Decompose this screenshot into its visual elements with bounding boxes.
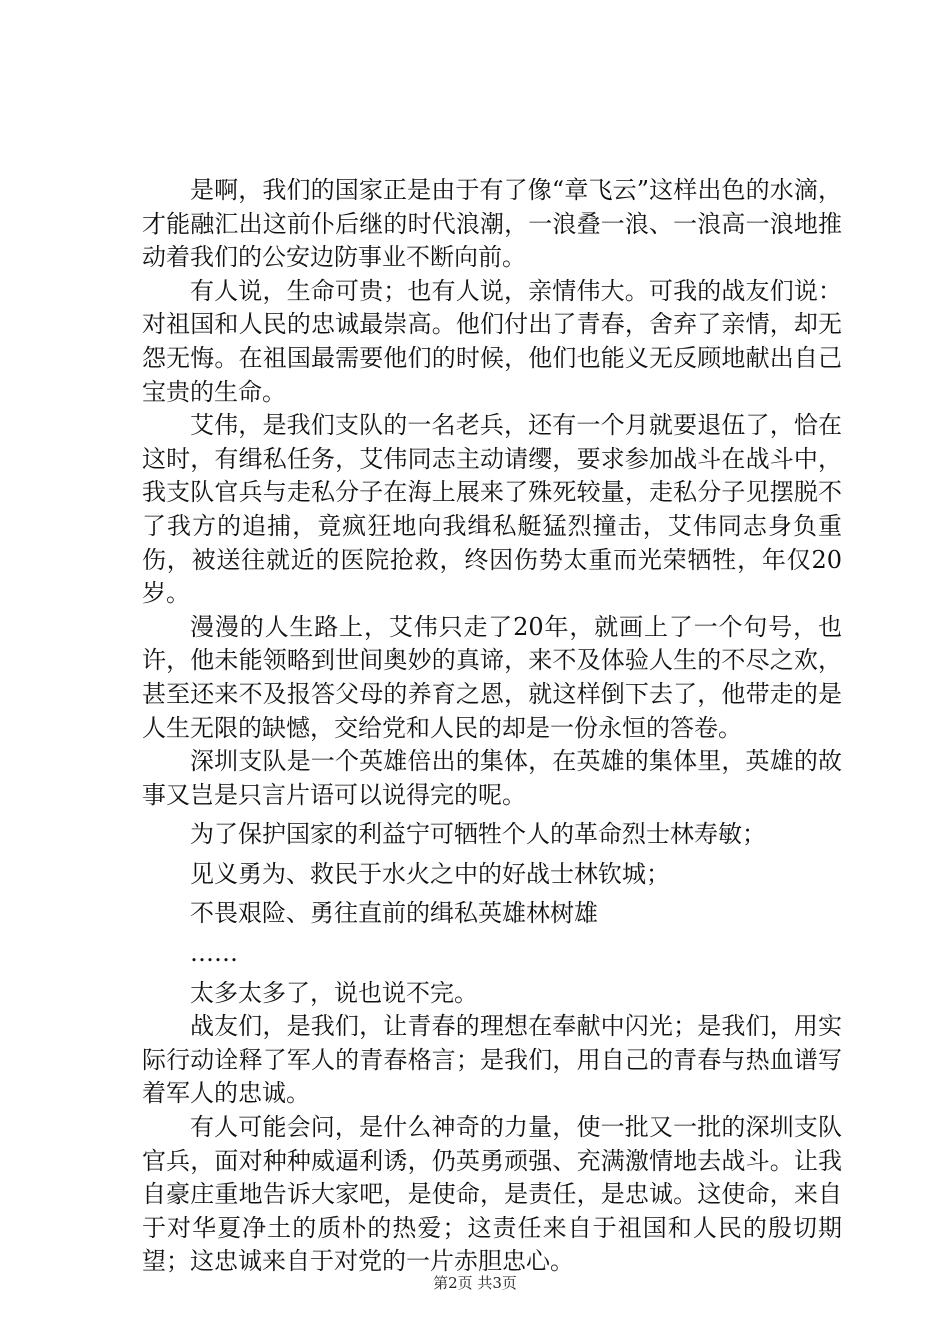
paragraph-11: 战友们，是我们，让青春的理想在奉献中闪光；是我们，用实际行动诠释了军人的青春格言；是我们，用自己的青春与热血谱写着军人的忠诚。 (142, 1012, 842, 1108)
paragraph-7: 见义勇为、救民于水火之中的好战士林钦城； (190, 859, 670, 888)
paragraph-3: 艾伟，是我们支队的一名老兵，还有一个月就要退伍了，恰在这时，有缉私任务，艾伟同志主动请缨，要求参加战斗在战斗中，我支队官兵与走私分子在海上展来了殊死较量，走私分子见摆脱不了我方的追捕，竟疯狂地向我缉私艇猛烈撞击，艾伟同志身负重伤，被送往就近的医院抢救，终因伤势太重而光荣牺牲，年仅20岁。 (142, 411, 842, 608)
document-body (142, 174, 842, 1279)
page-number-footer: 第2页 共3页 (433, 1274, 517, 1292)
paragraph-12: 有人可能会问，是什么神奇的力量，使一批又一批的深圳支队官兵，面对种种威逼利诱，仍英勇顽强、充满激情地去战斗。让我自豪庄重地告诉大家吧，是使命，是责任，是忠诚。这使命，来自于对华夏净土的质朴的热爱；这责任来自于祖国和人民的殷切期望；这忠诚来自于对党的一片赤胆忠心。 (142, 1113, 842, 1276)
paragraph-2: 有人说，生命可贵；也有人说，亲情伟大。可我的战友们说：对祖国和人民的忠诚最崇高。他们付出了青春，舍弃了亲情，却无怨无悔。在祖国最需要他们的时候，他们也能义无反顾地献出自己宝贵的生命。 (142, 276, 842, 406)
paragraph-4: 漫漫的人生路上，艾伟只走了20年，就画上了一个句号，也许，他未能领略到世间奥妙的真谛，来不及体验人生的不尽之欢，甚至还来不及报答父母的养育之恩，就这样倒下去了，他带走的是人生无限的缺憾，交给党和人民的却是一份永恒的答卷。 (142, 612, 842, 742)
paragraph-6: 为了保护国家的利益宁可牺牲个人的革命烈士林寿敏； (190, 820, 766, 849)
paragraph-10: 太多太多了，说也说不完。 (190, 978, 478, 1007)
paragraph-5: 深圳支队是一个英雄倍出的集体，在英雄的集体里，英雄的故事又岂是只言片语可以说得完的呢。 (142, 747, 842, 809)
paragraph-1: 是啊，我们的国家正是由于有了像“章飞云”这样出色的水滴，才能融汇出这前仆后继的时代浪潮，一浪叠一浪、一浪高一浪地推动着我们的公安边防事业不断向前。 (142, 176, 842, 272)
paragraph-8: 不畏艰险、勇往直前的缉私英雄林树雄 (190, 899, 598, 928)
paragraph-ellipsis: …… (190, 939, 238, 968)
